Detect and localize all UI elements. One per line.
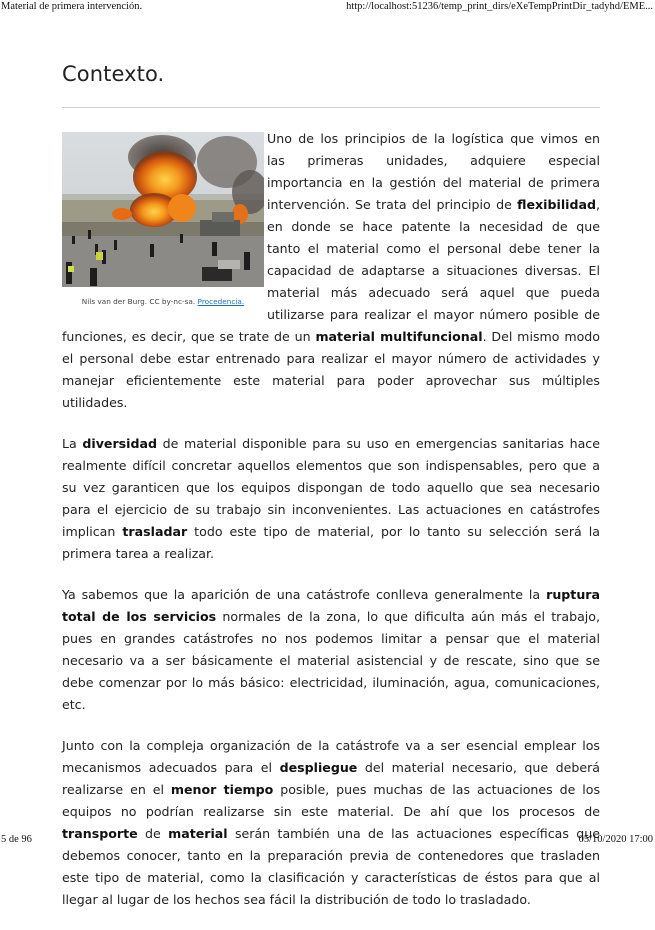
caption-link[interactable]: Procedencia.	[197, 297, 245, 306]
paragraph-2: La diversidad de material disponible para su uso en emergencias sanitarias hace realmente difícil concretar aquellos elementos que son indispensables, pero que a su vez garanticen que los equipos dispongan de todo aquello que sea necesario para el ejercicio de su trabajo sin inconvenientes. Las actuaciones en catástrofes implican trasladar todo este tipo de material, por lo tanto su selección será la primera tarea a realizar.	[62, 436, 600, 561]
bold-term: flexibilidad	[517, 197, 596, 212]
bold-term: material multifuncional	[315, 329, 483, 344]
print-datetime: 05/10/2020 17:00	[578, 834, 653, 845]
figure-caption	[62, 297, 264, 319]
figure	[62, 132, 264, 319]
bold-term: menor tiempo	[170, 782, 274, 797]
bold-term: material	[168, 826, 228, 841]
print-doc-title: Material de primera intervención.	[1, 1, 143, 12]
article-content	[62, 128, 600, 930]
bold-term: trasladar	[122, 524, 188, 539]
caption-credit: Nils van der Burg. CC by-nc-sa.	[81, 297, 196, 306]
bold-term: ruptura total de los servicios	[62, 587, 600, 624]
print-footer	[0, 834, 655, 848]
bold-term: diversidad	[82, 436, 157, 451]
paragraph-4: Junto con la compleja organización de la catástrofe va a ser esencial emplear los mecanismos adecuados para el despliegue del material necesario, que deberá realizarse en el menor tiempo posible, pues muchas de las actuaciones de los equipos no podrían realizarse sin este material. De ahí que los procesos de transporte de material serán también una de las actuaciones específicas que debemos conocer, tanto en la preparación previa de contenedores que trasladen este tipo de material, como la clasificación y características de éstos para que al llegar al lugar de los hechos sea fácil la distribución de todo lo trasladado.	[62, 738, 601, 907]
print-header	[0, 0, 655, 16]
page-title: Contexto.	[62, 62, 165, 86]
paragraph-1: Uno de los principios de la logística que vimos en las primeras unidades, adquiere especial importancia en la gestión del material de primera intervención. Se trata del principio de flexibilidad, en donde se hace patente la necesidad de que tanto el material como el personal debe tener la capacidad de adaptarse a situaciones diversas. El material más adecuado será aquel que pueda utilizarse para realizar el mayor número posible de funciones, es decir, que se trate de un material multifuncional. Del mismo modo el personal debe estar entrenado para realizar el mayor número de actividades y manejar eficientemente este material para poder aprovechar sus múltiples utilidades.	[62, 131, 600, 410]
print-url: http://localhost:51236/temp_print_dirs/eXeTempPrintDir_tadyhd/EME...	[346, 1, 653, 12]
title-divider	[62, 107, 600, 108]
bold-term: transporte	[62, 826, 138, 841]
explosion-photo	[62, 132, 264, 287]
bold-term: despliegue	[279, 760, 358, 775]
page-number: 5 de 96	[1, 834, 32, 845]
paragraph-3: Ya sabemos que la aparición de una catástrofe conlleva generalmente la ruptura total de los servicios normales de la zona, lo que dificulta aún más el trabajo, pues en grandes catástrofes no nos podemos limitar a pensar que el material necesario va a ser básicamente el material asistencial y de rescate, sino que se debe comenzar por lo más básico: electricidad, iluminación, agua, comunicaciones, etc.	[62, 587, 600, 712]
